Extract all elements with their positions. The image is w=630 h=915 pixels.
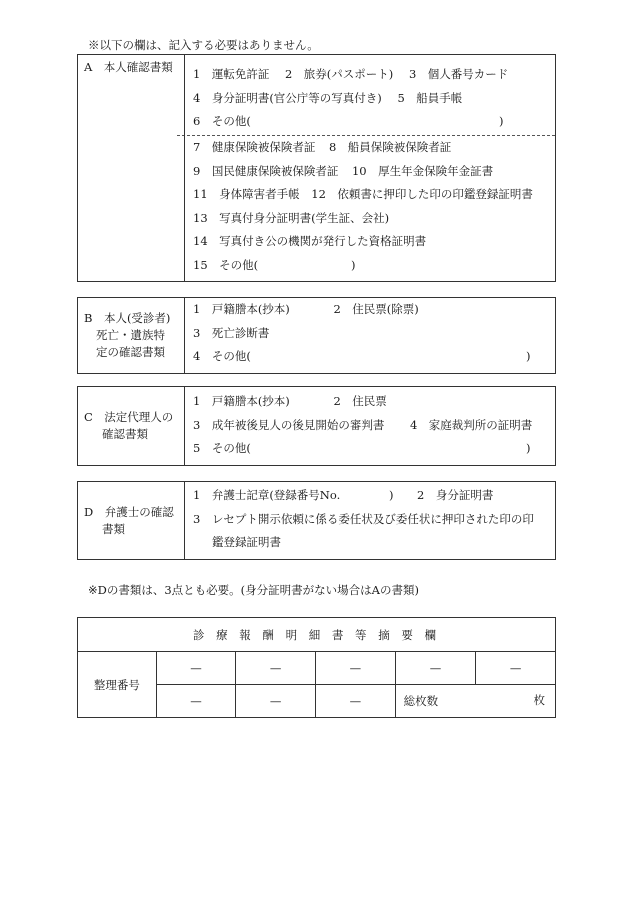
item-d2: 2 身分証明書 [417, 488, 494, 502]
total-sheets-cell [395, 685, 555, 718]
section-d-items [185, 482, 556, 560]
number-cell-2: — [236, 652, 316, 685]
section-c-items [185, 387, 556, 466]
item-a8: 8 船員保険被保険者証 [328, 140, 452, 154]
item-a11: 11 身体障害者手帳 [193, 187, 300, 201]
section-c-label-line-2: 確認書類 [102, 426, 148, 441]
summary-table [77, 617, 556, 718]
section-a-row-6 [193, 183, 555, 207]
item-d3: 3 レセプト開示依頼に係る委任状及び委任状に押印された印の印 [193, 511, 534, 526]
item-a6-close: ) [499, 114, 504, 128]
section-b-label-line-2: 死亡・遺族特 [96, 328, 165, 342]
item-c4: 4 家庭裁判所の証明書 [409, 417, 533, 432]
summary-title: 診 療 報 酬 明 細 書 等 摘 要 欄 [78, 618, 556, 652]
item-a10: 10 厚生年金保険年金証書 [351, 163, 494, 178]
section-a-row-5 [193, 160, 555, 184]
number-cell-5: — [476, 652, 556, 685]
item-d1-close: ) [389, 488, 394, 502]
item-a6: 6 その他( [193, 114, 251, 128]
number-cell-8: — [316, 685, 396, 718]
section-d-table [77, 481, 556, 560]
item-a4: 4 身分証明書(官公庁等の写真付き) [193, 90, 382, 105]
number-cell-1: — [156, 652, 236, 685]
item-a12: 12 依頼書に押印した印の印鑑登録証明書 [311, 187, 533, 201]
section-d-row-2 [193, 508, 555, 532]
section-b-row-3 [193, 345, 555, 369]
item-d3-cont: 鑑登録証明書 [212, 535, 281, 549]
section-a-row-3 [193, 110, 555, 134]
number-cell-7: — [236, 685, 316, 718]
item-a3: 3 個人番号カード [408, 67, 509, 81]
section-b-table [77, 297, 556, 374]
section-a-row-7 [193, 207, 555, 231]
sheets-unit: 枚 [533, 693, 545, 707]
section-c-row-3 [193, 437, 555, 461]
number-cell-6: — [156, 685, 236, 718]
section-d-row-1 [193, 484, 555, 508]
section-d-row-3 [193, 531, 555, 555]
section-b-row-1 [193, 298, 555, 322]
section-a-row-4 [193, 136, 555, 160]
section-a-row-8 [193, 230, 555, 254]
section-b-label-cell [78, 298, 185, 374]
item-c5-close: ) [526, 441, 531, 455]
section-a-row-9 [193, 254, 555, 278]
section-c-table [77, 386, 556, 466]
section-a-table [77, 54, 556, 282]
item-a14: 14 写真付き公の機関が発行した資格証明書 [193, 234, 427, 248]
item-c5: 5 その他( [193, 441, 251, 455]
item-b4: 4 その他( [193, 349, 251, 363]
section-a-label-cell [78, 55, 185, 282]
item-a15: 15 その他( [193, 257, 259, 272]
note-top: ※以下の欄は、記入する必要はありません。 [88, 38, 319, 52]
section-c-row-2 [193, 414, 555, 438]
item-c1: 1 戸籍謄本(抄本) [193, 394, 290, 408]
seiri-bango-label: 整理番号 [78, 652, 157, 718]
number-cell-3: — [316, 652, 396, 685]
item-b4-close: ) [526, 349, 531, 363]
section-b-row-2 [193, 322, 555, 346]
section-c-label-line-1: C 法定代理人の [84, 409, 174, 424]
section-c-label-cell [78, 387, 185, 466]
section-a-label: A 本人確認書類 [84, 60, 173, 74]
item-a7: 7 健康保険被保険者証 [193, 140, 316, 154]
section-a-row-2 [193, 87, 555, 111]
section-d-label-line-2: 書類 [102, 521, 125, 536]
section-b-label-line-1: B 本人(受診者) [84, 311, 171, 325]
total-sheets-label: 総枚数 [403, 694, 439, 708]
item-a2: 2 旅券(パスポート) [284, 67, 394, 81]
item-c3: 3 成年被後見人の後見開始の審判書 [193, 417, 385, 432]
note-bottom: ※Dの書類は、3点とも必要。(身分証明書がない場合はAの書類) [88, 583, 419, 597]
item-a15-close: ) [351, 257, 356, 272]
section-a-row-1 [193, 63, 555, 87]
section-d-label-cell [78, 482, 185, 560]
item-c2: 2 住民票 [333, 394, 387, 408]
section-a-items [185, 55, 556, 282]
section-b-items [185, 298, 556, 374]
item-a1: 1 運転免許証 [193, 67, 270, 81]
item-b3: 3 死亡診断書 [193, 325, 270, 340]
item-a9: 9 国民健康保険被保険者証 [193, 163, 339, 178]
section-d-label-line-1: D 弁護士の確認 [84, 504, 174, 519]
item-a13: 13 写真付身分証明書(学生証、会社) [193, 210, 390, 225]
item-b2: 2 住民票(除票) [333, 302, 419, 316]
item-b1: 1 戸籍謄本(抄本) [193, 302, 290, 316]
section-c-row-1 [193, 390, 555, 414]
section-b-label-line-3: 定の確認書類 [96, 345, 165, 359]
item-a5: 5 船員手帳 [397, 90, 463, 105]
item-d1: 1 弁護士記章(登録番号No. [193, 488, 341, 502]
number-cell-4: — [395, 652, 476, 685]
